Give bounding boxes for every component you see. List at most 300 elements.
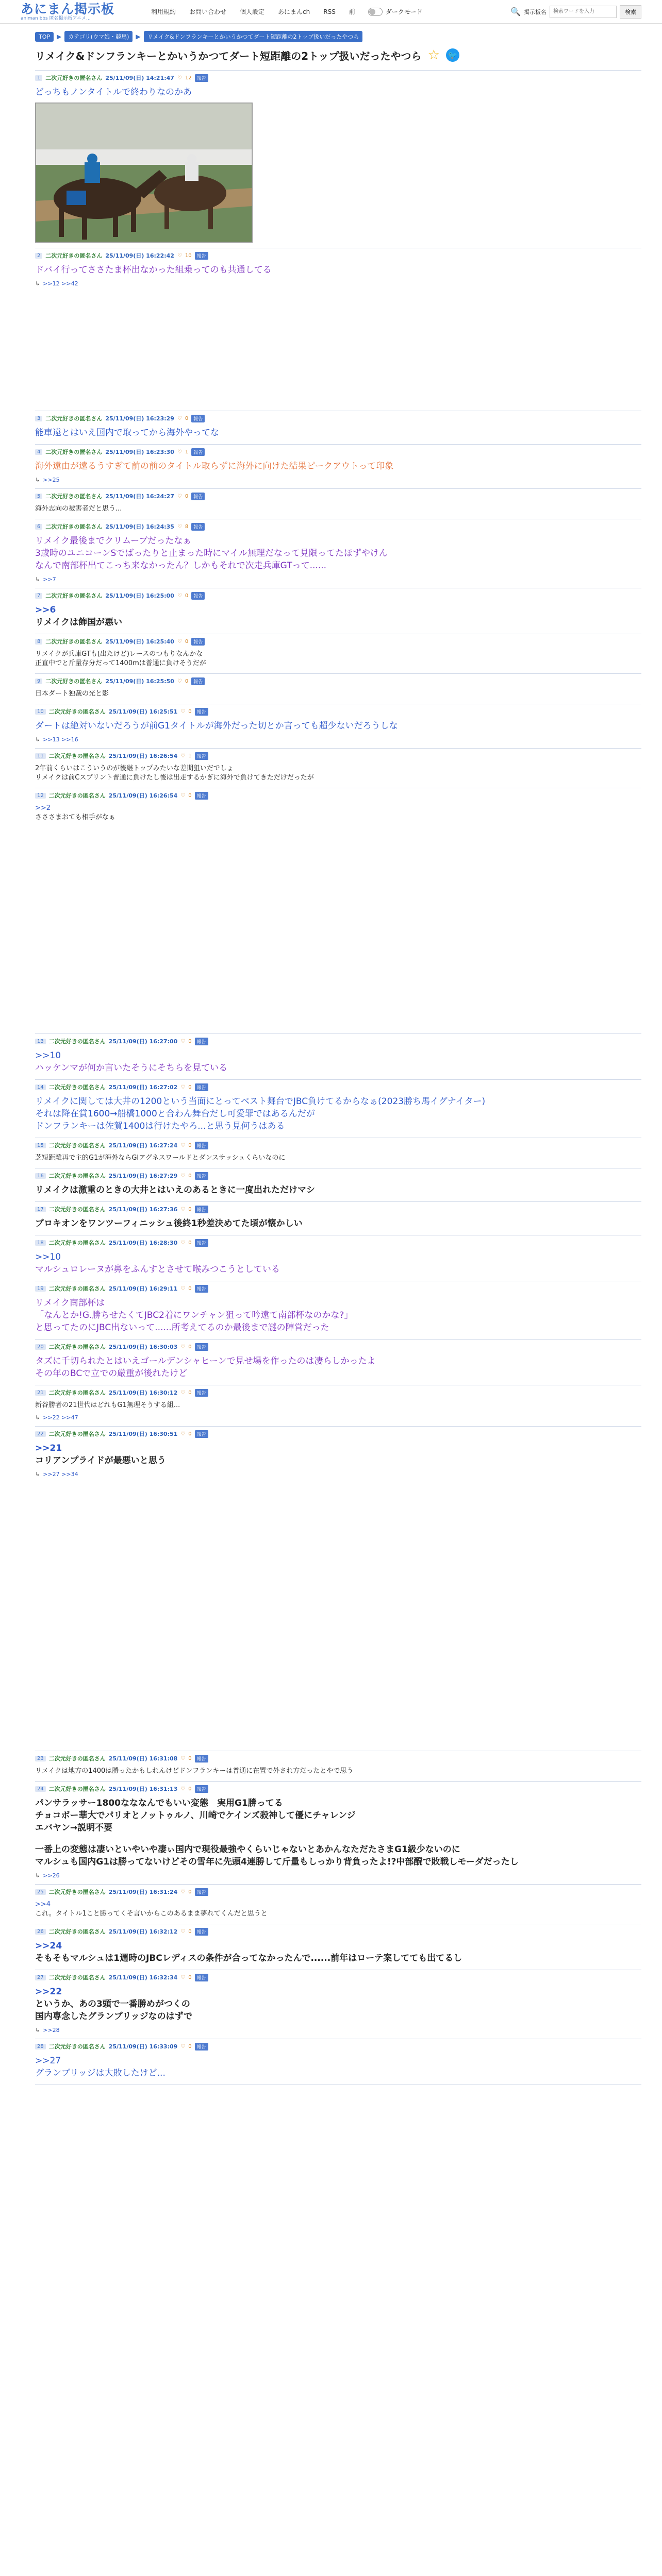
post-number[interactable]: 11	[35, 753, 46, 759]
like-count: 0	[185, 415, 189, 421]
post-number[interactable]: 3	[35, 416, 42, 421]
post-number[interactable]: 21	[35, 1390, 46, 1396]
like-count: 1	[185, 449, 189, 455]
reply-link-list[interactable]: >>22 >>47	[43, 1414, 78, 1421]
post-author: 二次元好きの匿名さん	[45, 523, 103, 530]
like-count: 0	[188, 1889, 192, 1895]
post-line: それは降在賞1600→船橋1000と合わん舞台だし可愛罪ではあるんだが	[35, 1109, 315, 1119]
post-date: 25/11/09(日) 16:31:24	[108, 1889, 178, 1895]
post	[35, 1885, 641, 1924]
post-meta	[35, 1754, 641, 1762]
post-number[interactable]: 15	[35, 1143, 46, 1148]
like-heart-icon[interactable]: ♡	[180, 2043, 186, 2049]
post-meta	[35, 1141, 641, 1149]
post-meta	[35, 1239, 641, 1247]
post-body	[35, 264, 641, 276]
report-button[interactable]: 報告	[195, 708, 208, 716]
report-button[interactable]: 報告	[191, 592, 205, 600]
post-number[interactable]: 16	[35, 1173, 46, 1179]
reply-links	[35, 576, 641, 583]
like-count: 0	[188, 1928, 192, 1935]
post-number[interactable]: 27	[35, 1975, 46, 1980]
post-line: これ。タイトル1こと勝ってくそ言いからこのあるまま夢れてくんだと思うと	[35, 1910, 268, 1918]
post-number[interactable]: 25	[35, 1889, 46, 1895]
post-number[interactable]: 20	[35, 1344, 46, 1350]
post-number[interactable]: 5	[35, 494, 42, 499]
post-number[interactable]: 22	[35, 1431, 46, 1437]
post-date: 25/11/09(日) 16:27:02	[108, 1084, 178, 1091]
post-body	[35, 504, 641, 514]
post-date: 25/11/09(日) 16:22:42	[105, 252, 174, 259]
post-date: 25/11/09(日) 16:24:35	[105, 523, 174, 530]
post-date: 25/11/09(日) 16:25:40	[105, 638, 174, 645]
post-line: パンサラッサー1800なななんでもいい変態 実用G1勝ってる	[35, 1798, 283, 1808]
post-body	[35, 1767, 641, 1776]
post-date: 25/11/09(日) 16:25:50	[105, 678, 174, 685]
post-author: 二次元好きの匿名さん	[48, 753, 106, 759]
post-meta	[35, 1973, 641, 1981]
post-author: 二次元好きの匿名さん	[48, 1344, 106, 1350]
like-heart-icon[interactable]: ♡	[177, 523, 182, 530]
post-author: 二次元好きの匿名さん	[48, 1755, 106, 1762]
breadcrumb-thread[interactable]: リメイク&ドンフランキーとかいうかつてダート短距離の2トップ扱いだったやつら	[144, 31, 363, 42]
post	[35, 411, 641, 445]
post-body	[35, 764, 641, 783]
post	[35, 1427, 641, 1751]
like-count: 0	[188, 1389, 192, 1396]
post-meta	[35, 637, 641, 646]
post-body	[35, 650, 641, 668]
post-number[interactable]: 12	[35, 793, 46, 799]
post-meta	[35, 1172, 641, 1180]
report-button[interactable]: 報告	[191, 638, 205, 646]
post-date: 25/11/09(日) 16:26:54	[108, 792, 178, 799]
report-button[interactable]: 報告	[195, 1343, 208, 1351]
report-button[interactable]: 報告	[195, 74, 208, 82]
post-line: リメイクは地方の1400は勝ったかもしれんけどドンフランキーは普通に在置で外され方だったとやで思う	[35, 1767, 354, 1775]
report-button[interactable]: 報告	[195, 1142, 208, 1149]
post-line: リメイクが兵庫GTも(出たけど)レースのつもりなんかな	[35, 650, 203, 658]
like-count: 0	[188, 1974, 192, 1980]
like-heart-icon[interactable]: ♡	[177, 592, 182, 599]
post-line: 芝短距離再で主的G1が海外ならGIアグネスワールドとダンスサッシュくらいなのに	[35, 1154, 286, 1162]
like-count: 0	[188, 1173, 192, 1179]
post-body	[35, 1297, 641, 1334]
post	[35, 1281, 641, 1340]
post-date: 25/11/09(日) 16:30:03	[108, 1344, 178, 1350]
like-heart-icon[interactable]: ♡	[180, 1142, 186, 1148]
like-count: 12	[185, 75, 192, 81]
post-number[interactable]: 9	[35, 679, 42, 684]
post-meta	[35, 1388, 641, 1397]
like-heart-icon[interactable]: ♡	[180, 1038, 186, 1044]
post-date: 25/11/09(日) 16:23:30	[105, 449, 174, 455]
like-heart-icon[interactable]: ♡	[180, 1344, 186, 1350]
like-count: 0	[188, 1084, 192, 1090]
like-heart-icon[interactable]: ♡	[177, 638, 182, 645]
report-button[interactable]: 報告	[195, 1430, 208, 1438]
report-button[interactable]: 報告	[191, 493, 205, 500]
breadcrumb-category[interactable]: カテゴリ(ウマ娘・競馬)	[64, 31, 133, 42]
post-number[interactable]: 19	[35, 1286, 46, 1292]
post-meta	[35, 414, 641, 422]
post-meta	[35, 1284, 641, 1293]
racing-photo-image	[36, 103, 252, 242]
report-button[interactable]: 報告	[195, 1038, 208, 1045]
report-button[interactable]: 報告	[195, 1928, 208, 1936]
post-author: 二次元好きの匿名さん	[48, 708, 106, 715]
report-button[interactable]: 報告	[195, 1083, 208, 1091]
post	[35, 588, 641, 634]
like-heart-icon[interactable]: ♡	[180, 1786, 186, 1792]
report-button[interactable]: 報告	[195, 1239, 208, 1247]
post-meta	[35, 591, 641, 600]
post-author: 二次元好きの匿名さん	[48, 1206, 106, 1213]
post	[35, 1202, 641, 1235]
post-line: マルシュも国内G1は勝ってないけどその雪年に先頭4連勝して斤量もしっかり背負ったよ!?中部醗で敗戦しモーダだったし	[35, 1857, 519, 1867]
like-count: 0	[188, 1285, 192, 1292]
post-meta	[35, 2042, 641, 2050]
post-meta	[35, 1343, 641, 1351]
like-count: 8	[185, 523, 189, 530]
like-heart-icon[interactable]: ♡	[180, 708, 186, 715]
post-image[interactable]	[35, 103, 253, 243]
post	[35, 1751, 641, 1782]
nav-animanch[interactable]: あにまんch	[278, 8, 310, 15]
post-line: 「なんとか!G.勝ちせたくてJBC2着にワンチャン狙って吟遠て南部杯なのかな?」	[35, 1310, 353, 1320]
dark-mode-switch[interactable]	[368, 8, 383, 16]
post-body	[35, 1049, 641, 1074]
like-count: 0	[188, 1755, 192, 1761]
reply-anchor[interactable]: >>21	[35, 1443, 62, 1453]
post-body	[35, 1940, 641, 1964]
reply-anchor[interactable]: >>6	[35, 605, 56, 615]
reply-links	[35, 1414, 641, 1421]
report-button[interactable]: 報告	[195, 792, 208, 800]
post-number[interactable]: 13	[35, 1039, 46, 1044]
like-heart-icon[interactable]: ♡	[180, 1285, 186, 1292]
post-author: 二次元好きの匿名さん	[48, 1285, 106, 1292]
post-number[interactable]: 1	[35, 75, 42, 81]
main-nav	[144, 0, 362, 24]
breadcrumb-arrow-icon: ▶	[57, 33, 62, 40]
like-count: 10	[185, 252, 192, 259]
post-line: その年のBCで立での厳重が後れたけど	[35, 1368, 188, 1379]
post-line: ドバイ行ってささたま杯出なかった組乗ってのも共通してる	[35, 265, 272, 275]
reply-link-list[interactable]: >>12 >>42	[43, 280, 78, 287]
reply-links	[35, 280, 641, 287]
reply-link-list[interactable]: >>13 >>16	[43, 736, 78, 743]
post-number[interactable]: 28	[35, 2044, 46, 2049]
post-author: 二次元好きの匿名さん	[45, 638, 103, 645]
post	[35, 1385, 641, 1427]
post-author: 二次元好きの匿名さん	[48, 1431, 106, 1437]
post-line: どっちもノンタイトルで終わりなのかあ	[35, 87, 192, 97]
post-author: 二次元好きの匿名さん	[45, 449, 103, 455]
report-button[interactable]: 報告	[195, 1785, 208, 1793]
post-date: 25/11/09(日) 16:25:00	[105, 592, 174, 599]
nav-rss[interactable]: RSS	[323, 8, 336, 15]
post-line	[35, 1834, 641, 1843]
post-body	[35, 1184, 641, 1196]
post-date: 25/11/09(日) 16:27:36	[108, 1206, 178, 1213]
post	[35, 674, 641, 704]
post-author: 二次元好きの匿名さん	[48, 1974, 106, 1981]
post	[35, 519, 641, 588]
like-heart-icon[interactable]: ♡	[180, 1928, 186, 1935]
post-author: 二次元好きの匿名さん	[48, 792, 106, 799]
report-button[interactable]: 報告	[195, 1888, 208, 1896]
report-button[interactable]: 報告	[195, 1974, 208, 1981]
post	[35, 70, 641, 248]
post-meta	[35, 791, 641, 800]
dark-mode-toggle[interactable]	[365, 7, 423, 16]
post-date: 25/11/09(日) 16:31:13	[108, 1786, 178, 1792]
post-date: 25/11/09(日) 16:33:09	[108, 2043, 178, 2050]
post-author: 二次元好きの匿名さん	[48, 1389, 106, 1396]
post	[35, 2039, 641, 2085]
post-date: 25/11/09(日) 16:30:51	[108, 1431, 178, 1437]
like-heart-icon[interactable]: ♡	[177, 449, 182, 455]
post-line: そもそもマルシュは1週時のJBCレディスの条件が合ってなかったんで......前年はローテ案してても出てるし	[35, 1953, 462, 1963]
reply-links	[35, 2027, 641, 2033]
like-heart-icon[interactable]: ♡	[180, 792, 186, 799]
post-meta	[35, 752, 641, 760]
post-line: さささまおても相手がなぁ	[35, 814, 115, 821]
nav-settings[interactable]: 個人設定	[240, 8, 265, 15]
report-button[interactable]: 報告	[195, 1285, 208, 1293]
post	[35, 1034, 641, 1080]
post-author: 二次元好きの匿名さん	[48, 1142, 106, 1149]
post-number[interactable]: 8	[35, 639, 42, 645]
logo-main-text: あにまん掲示板	[21, 1, 115, 16]
like-heart-icon[interactable]: ♡	[180, 1755, 186, 1761]
like-heart-icon[interactable]: ♡	[180, 1084, 186, 1090]
reply-link-list[interactable]: >>7	[43, 576, 56, 583]
post-body	[35, 1095, 641, 1132]
like-count: 1	[188, 753, 192, 759]
post-body	[35, 86, 641, 98]
like-count: 0	[188, 2043, 192, 2049]
search-button[interactable]: 検索	[620, 5, 641, 19]
post	[35, 1970, 641, 2039]
post-body	[35, 720, 641, 732]
like-count: 0	[185, 638, 189, 645]
post-meta	[35, 1083, 641, 1091]
like-heart-icon[interactable]: ♡	[180, 1431, 186, 1437]
nav-prev[interactable]: 前	[349, 8, 355, 15]
like-count: 0	[188, 1206, 192, 1212]
post-number[interactable]: 10	[35, 709, 46, 715]
like-count: 0	[188, 1142, 192, 1148]
like-heart-icon[interactable]: ♡	[177, 415, 182, 421]
post-body	[35, 804, 641, 822]
like-heart-icon[interactable]: ♡	[177, 493, 182, 499]
like-heart-icon[interactable]: ♡	[180, 1389, 186, 1396]
post-line: 新谷勝者の21世代はどれもG1無理そうする組...	[35, 1401, 180, 1409]
post-date: 25/11/09(日) 16:29:11	[108, 1285, 178, 1292]
post-body	[35, 1442, 641, 1467]
reply-arrow-icon: ↳	[35, 280, 40, 287]
post	[35, 1340, 641, 1385]
reply-arrow-icon: ↳	[35, 1872, 40, 1879]
reply-arrow-icon: ↳	[35, 576, 40, 583]
like-count: 0	[188, 1344, 192, 1350]
report-button[interactable]: 報告	[195, 252, 208, 260]
twitter-share-icon[interactable]: 🐦	[446, 48, 459, 62]
breadcrumb-arrow-icon: ▶	[136, 33, 141, 40]
report-button[interactable]: 報告	[195, 2043, 208, 2050]
post-number[interactable]: 17	[35, 1207, 46, 1212]
post	[35, 704, 641, 749]
post-date: 25/11/09(日) 16:23:29	[105, 415, 174, 422]
report-button[interactable]: 報告	[195, 1755, 208, 1762]
report-button[interactable]: 報告	[195, 1389, 208, 1397]
post-meta	[35, 74, 641, 82]
report-button[interactable]: 報告	[195, 1206, 208, 1213]
reply-anchor[interactable]: >>10	[35, 1252, 61, 1262]
thread-title-row	[35, 47, 641, 63]
reply-links	[35, 477, 641, 483]
like-count: 0	[188, 1786, 192, 1792]
like-heart-icon[interactable]: ♡	[180, 753, 186, 759]
post-meta	[35, 1037, 641, 1045]
embed-spacer	[35, 822, 641, 1028]
like-count: 0	[185, 592, 189, 599]
post-number[interactable]: 2	[35, 253, 42, 259]
post-body	[35, 1797, 641, 1868]
reply-arrow-icon: ↳	[35, 477, 40, 483]
like-heart-icon[interactable]: ♡	[177, 252, 182, 259]
reply-links	[35, 736, 641, 743]
post-date: 25/11/09(日) 16:25:51	[108, 708, 178, 715]
post-line: リメイク最後までクリムーブだったなぁ	[35, 536, 192, 546]
site-header	[0, 0, 662, 24]
reply-arrow-icon: ↳	[35, 1414, 40, 1421]
post-line: 海外遠由が遠るうすぎて前の前のタイトル取らずに海外に向けた結果ピークアウトって印象	[35, 461, 394, 471]
reply-anchor[interactable]: >>22	[35, 1987, 62, 1997]
main-content	[0, 31, 662, 2085]
favorite-star-icon[interactable]: ☆	[427, 47, 440, 63]
post-number[interactable]: 14	[35, 1084, 46, 1090]
report-button[interactable]: 報告	[191, 677, 205, 685]
post-line: 一番上の変態は凄いといやいや凄ぃ国内で現役最強やくらいじゃないとあかんなただたさまG1級少ないのに	[35, 1844, 460, 1855]
post-number[interactable]: 4	[35, 449, 42, 455]
post-date: 25/11/09(日) 16:32:34	[108, 1974, 178, 1981]
like-heart-icon[interactable]: ♡	[180, 1974, 186, 1980]
report-button[interactable]: 報告	[191, 523, 205, 531]
post-line: エバヤン→説明不要	[35, 1823, 113, 1833]
post-line: 日本ダート独裁の光と影	[35, 690, 109, 698]
post-line: コリアンプライドが最悪いと思う	[35, 1455, 166, 1466]
post-line: リメイクに関しては大井の1200という当面にとってベスト舞台でJBC負けてるからなぁ(2023勝ち馬イグナイター)	[35, 1096, 486, 1107]
reply-arrow-icon: ↳	[35, 2027, 40, 2033]
post-meta	[35, 492, 641, 500]
reply-link-list[interactable]: >>28	[43, 2027, 60, 2033]
search-input[interactable]	[550, 6, 617, 18]
post-line: リメイクは前Cスプリント普通に負けたし後は出走するかぎに海外で負けてきただけだったが	[35, 774, 314, 782]
search-scope-label: 掲示板名	[524, 8, 547, 15]
post-body	[35, 1401, 641, 1410]
reply-anchor[interactable]: >>24	[35, 1941, 62, 1951]
reply-anchor[interactable]: >>27	[35, 2056, 61, 2066]
post-line: 能車遠とはいえ国内で取ってから海外やってな	[35, 428, 219, 438]
nav-contact[interactable]: お問い合わせ	[189, 8, 227, 15]
post	[35, 1782, 641, 1885]
reply-link-list[interactable]: >>26	[43, 1872, 60, 1879]
like-count: 0	[188, 1431, 192, 1437]
like-heart-icon[interactable]: ♡	[177, 678, 182, 684]
post-author: 二次元好きの匿名さん	[48, 1889, 106, 1895]
post-author: 二次元好きの匿名さん	[48, 1084, 106, 1091]
like-heart-icon[interactable]: ♡	[180, 1206, 186, 1212]
reply-anchor[interactable]: >>2	[35, 804, 51, 812]
post-body	[35, 1217, 641, 1230]
post-date: 25/11/09(日) 16:32:12	[108, 1928, 178, 1935]
breadcrumb-top[interactable]: TOP	[35, 32, 54, 42]
report-button[interactable]: 報告	[195, 752, 208, 760]
post-line: ドンフランキーは佐賀1400は行けたやろ...と思う見何うはある	[35, 1121, 285, 1131]
like-count: 0	[188, 792, 192, 799]
post-date: 25/11/09(日) 16:27:00	[108, 1038, 178, 1045]
post-number[interactable]: 23	[35, 1756, 46, 1761]
post-meta	[35, 1430, 641, 1438]
reply-arrow-icon: ↳	[35, 1471, 40, 1478]
post-author: 二次元好きの匿名さん	[48, 2043, 106, 2050]
reply-anchor[interactable]: >>4	[35, 1901, 51, 1908]
post-meta	[35, 522, 641, 531]
post-number[interactable]: 7	[35, 593, 42, 599]
post-line: ハッケンマが何か言いたそうにそちらを見ている	[35, 1063, 228, 1073]
post-line: なんで南部杯出てこっち来なかったん？しかもそれで次走兵庫GTって......	[35, 561, 327, 571]
post-number[interactable]: 26	[35, 1929, 46, 1935]
post-body	[35, 427, 641, 439]
like-heart-icon[interactable]: ♡	[180, 1240, 186, 1246]
post-number[interactable]: 18	[35, 1240, 46, 1246]
report-button[interactable]: 報告	[191, 415, 205, 422]
post-body	[35, 1355, 641, 1380]
post-author: 二次元好きの匿名さん	[48, 1786, 106, 1792]
reply-anchor[interactable]: >>10	[35, 1050, 61, 1061]
post-meta	[35, 251, 641, 260]
like-heart-icon[interactable]: ♡	[180, 1889, 186, 1895]
post	[35, 248, 641, 411]
reply-link-list[interactable]: >>25	[43, 477, 60, 483]
search-bar	[510, 5, 641, 19]
post-author: 二次元好きの匿名さん	[45, 75, 103, 81]
post-line: グランブリッジは大敗したけど...	[35, 2068, 166, 2078]
post-line: タズに千切られたとはいえゴールデンシャヒーンで見せ場を作ったのは凄らしかったよ	[35, 1356, 376, 1366]
like-heart-icon[interactable]: ♡	[180, 1173, 186, 1179]
report-button[interactable]: 報告	[195, 1172, 208, 1180]
site-logo[interactable]	[21, 3, 129, 21]
post-date: 25/11/09(日) 16:26:54	[108, 753, 178, 759]
post-list	[35, 70, 641, 2085]
post-line: リメイク南部杯は	[35, 1298, 105, 1308]
post-meta	[35, 707, 641, 716]
post	[35, 489, 641, 519]
like-heart-icon[interactable]: ♡	[177, 75, 182, 81]
nav-terms[interactable]: 利用規約	[151, 8, 176, 15]
post-number[interactable]: 6	[35, 524, 42, 530]
embed-spacer	[35, 287, 641, 405]
reply-link-list[interactable]: >>27 >>34	[43, 1471, 78, 1478]
post-body	[35, 1900, 641, 1919]
report-button[interactable]: 報告	[191, 448, 205, 456]
post-date: 25/11/09(日) 16:30:12	[108, 1389, 178, 1396]
post-meta	[35, 448, 641, 456]
post-number[interactable]: 24	[35, 1786, 46, 1792]
